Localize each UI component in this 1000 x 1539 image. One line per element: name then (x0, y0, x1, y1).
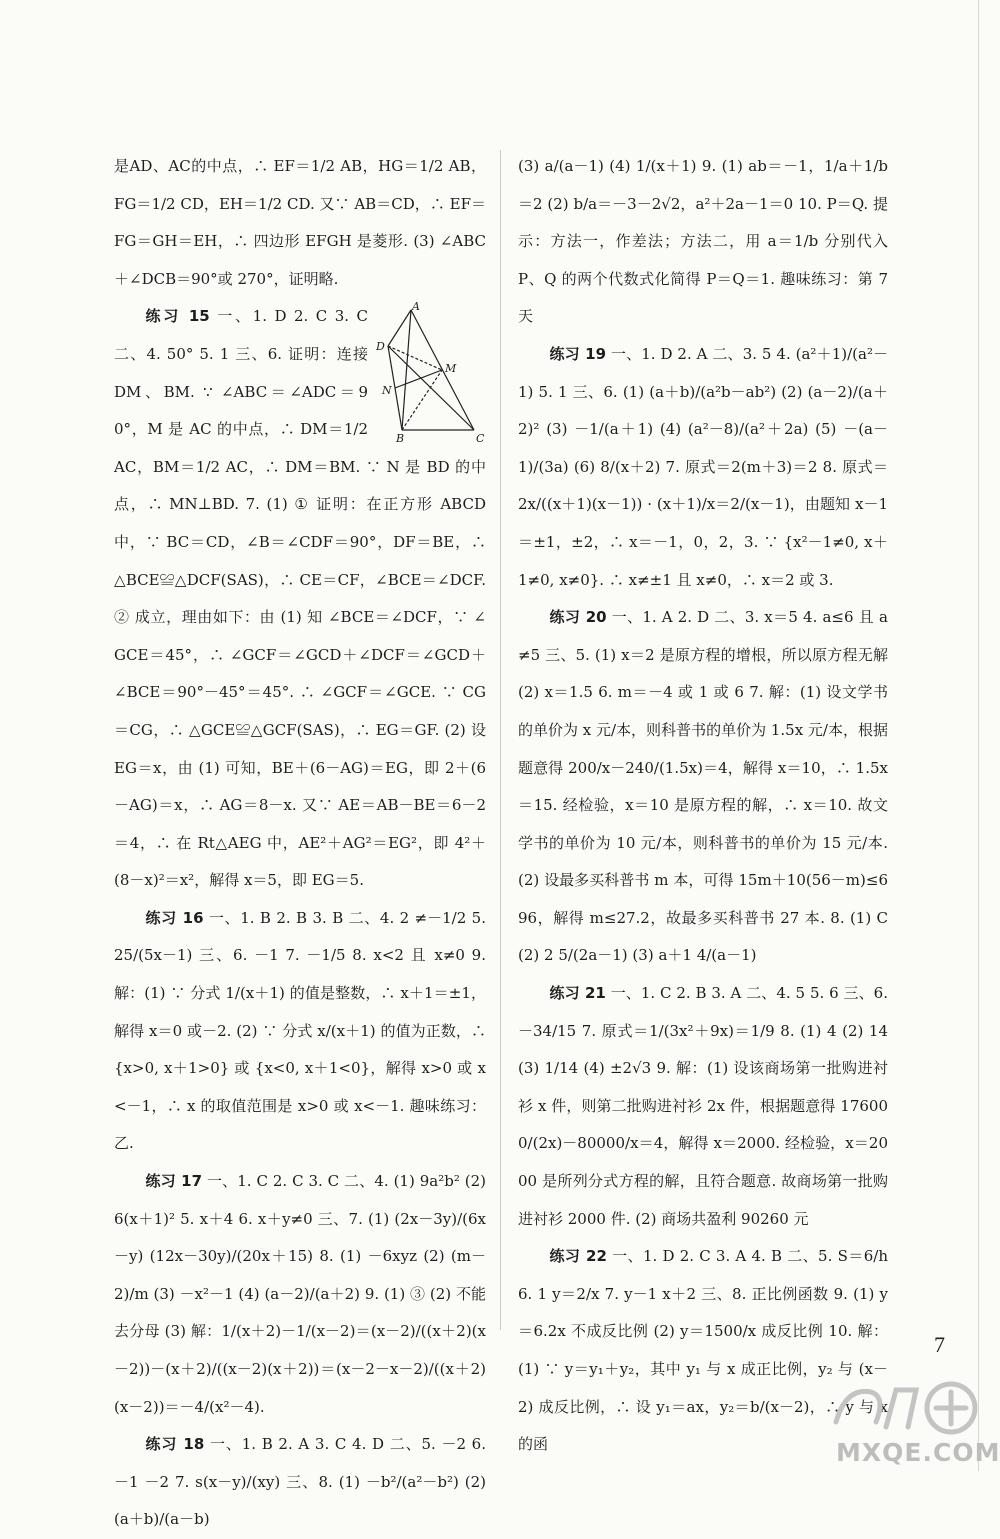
exercise-heading: 练习 22 (549, 1247, 607, 1266)
exercise-answers: 一、1. D 2. C 3. A 4. B 二、5. S＝6/h 6. 1 y＝2/x 7. y－1 x＋2 三、8. 正比例函数 9. (1) y＝6.2x 不成反比例 (2) y＝1500/x 成反比例 10. 解：(1) ∵ y＝y₁＋y₂，其中 y₁ 与 x 成正比例，y₂ 与 (x－2) 成反比例，∴ 设 y₁＝ax，y₂＝b/(x－2)，∴ y 与 x 的函 (518, 1247, 888, 1454)
figure-label: B (396, 432, 405, 443)
figure-line (388, 346, 474, 430)
watermark-text: MXQE.COM (836, 1438, 1000, 1467)
exercise-answers: 一、1. D 2. C 3. C 二、4. 50° 5. 1 三、6. 证明：连接 DM、BM. ∵ ∠ABC＝∠ADC＝90°，M 是 AC 的中点，∴ DM＝1/2 AC，BM＝1/2 AC，∴ DM＝BM. ∵ N 是 BD 的中点，∴ MN⊥BD. 7. (1) ① 证明：在正方形 ABCD 中，∵ BC＝CD，∠B＝∠CDF＝90°，DF＝BE，∴ △BCE≌△DCF(SAS)，∴ CE＝CF，∠BCE＝∠DCF. ② 成立，理由如下：由 (1) 知 ∠BCE＝∠DCF，∵ ∠GCE＝45°，∴ ∠GCF＝∠GCD＋∠DCF＝∠GCD＋∠BCE＝90°－45°＝45°. ∴ ∠GCF＝∠GCE. ∵ CG＝CG，∴ △GCE≌△GCF(SAS)，∴ EG＝GF. (2) 设 EG＝x，由 (1) 可知，BE＋(6－AG)＝EG，即 2＋(6－AG)＝x，∴ AG＝8－x. 又∵ AE＝AB－BE＝6－2＝4，∴ 在 Rt△AEG 中，AE²＋AG²＝EG²，即 4²＋(8－x)²＝x²，解得 x＝5，即 EG＝5. (114, 307, 486, 890)
exercise-17 (114, 1163, 486, 1426)
figure-line (402, 310, 411, 430)
exercise-answers: 一、1. B 2. A 3. C 4. D 二、5. －2 6. －1 －2 7. s(x－y)/(xy) 三、8. (1) －b²/(a²－b²) (2) (a＋b)/(a－b) (114, 1435, 486, 1529)
exercise-20 (518, 599, 888, 975)
quadrilateral-figure (376, 302, 486, 442)
figure-label: A (412, 302, 420, 314)
exercise-heading: 练习 19 (549, 344, 607, 363)
figure-label: N (382, 384, 392, 398)
exercise-answers: 一、1. A 2. D 二、3. x＝5 4. a≤6 且 a≠5 三、5. (1) x＝2 是原方程的增根，所以原方程无解 (2) x＝1.5 6. m＝－4 或 1 或 6 7. 解：(1) 设文学书的单价为 x 元/本，则科普书的单价为 1.5x 元/本，根据题意得 200/x－240/(1.5x)＝4，解得 x＝10，∴ 1.5x＝15. 经检验，x＝10 是原方程的解，∴ x＝10. 故文学书的单价为 10 元/本，则科普书的单价为 15 元/本. (2) 设最多买科普书 m 本，可得 15m＋10(56－m)≤696，解得 m≤27.2，故最多买科普书 27 本. 8. (1) C (2) 2 5/(2a－1) (3) a＋1 4/(a－1) (518, 608, 888, 965)
exercise-heading: 练习 17 (145, 1172, 203, 1191)
figure-line (411, 310, 474, 430)
exercise-heading: 练习 21 (549, 984, 606, 1003)
page-number: 7 (934, 1332, 945, 1357)
exercise-heading: 练习 16 (145, 908, 204, 927)
exercise-15 (114, 298, 486, 900)
column-divider (500, 150, 501, 1330)
exercise-answers: 一、1. C 2. C 3. C 二、4. (1) 9a²b² (2) 6(x＋1)² 5. x＋4 6. x＋y≠0 三、7. (1) (2x－3y)/(6x－y) (12x－30y)/(20x＋15) 8. (1) －6xyz (2) (m－2)/m (3) －x²－1 (4) (a－2)/(a＋2) 9. (1) ③ (2) 不能去分母 (3) 解：1/(x＋2)－1/(x－2)＝(x－2)/((x＋2)(x－2))－(x＋2)/((x－2)(x＋2))＝(x－2－x－2)/((x＋2)(x－2))＝－4/(x²－4). (114, 1172, 486, 1416)
exercise-heading: 练习 18 (145, 1435, 205, 1454)
exercise-heading: 练习 20 (549, 608, 607, 627)
exercise-19 (518, 336, 888, 599)
figure-label: C (476, 432, 485, 443)
exercise-answers: 一、1. D 2. A 二、3. 5 4. (a²＋1)/(a²－1) 5. 1 三、6. (1) (a＋b)/(a²b－ab²) (2) (a－2)/(a＋2)² (3) －1/(a＋1) (4) (a²－8)/(a²＋2a) (5) －(a－1)/(3a) (6) 8/(x＋2) 7. 原式＝2(m＋3)＝2 8. 原式＝2x/((x＋1)(x－1)) · (x＋1)/x＝2/(x－1)，由题知 x－1＝±1，±2，∴ x＝－1，0，2，3. ∵ {x²－1≠0, x＋1≠0, x≠0}. ∴ x≠±1 且 x≠0，∴ x＝2 或 3. (518, 344, 888, 589)
exercise-heading: 练习 15 (145, 307, 210, 326)
figure-dashed-line (388, 346, 442, 370)
exercise-answers: 一、1. B 2. B 3. B 二、4. 2 ≠－1/2 5. 25/(5x－1) 三、6. －1 7. －1/5 8. x<2 且 x≠0 9. 解：(1) ∵ 分式 1/(x＋1) 的值是整数，∴ x＋1＝±1，解得 x＝0 或－2. (2) ∵ 分式 x/(x＋1) 的值为正数，∴ {x>0, x＋1>0} 或 {x<0, x＋1<0}，解得 x>0 或 x<－1，∴ x 的取值范围是 x>0 或 x<－1. 趣味练习：乙. (114, 908, 486, 1153)
right-column (518, 148, 888, 1464)
answer-paragraph (114, 148, 486, 298)
figure-label: D (376, 340, 385, 354)
paragraph-text: 是AD、AC的中点，∴ EF＝1/2 AB，HG＝1/2 AB，FG＝1/2 CD，EH＝1/2 CD. 又∵ AB＝CD，∴ EF＝FG＝GH＝EH，∴ 四边形 EFGH 是菱形. (3) ∠ABC＋∠DCB＝90°或 270°，证明略. (114, 157, 486, 288)
exercise-18 (114, 1426, 486, 1539)
left-column (114, 148, 486, 1539)
page-edge-line (978, 0, 979, 1471)
exercise-21 (518, 975, 888, 1238)
paragraph-text: (3) a/(a－1) (4) 1/(x＋1) 9. (1) ab＝－1，1/a＋1/b＝2 (2) b/a＝－3－2√2，a²＋2a－1＝0 10. P＝Q. 提示：方法一，作差法；方法二，用 a＝1/b 分别代入 P、Q 的两个代数式化简得 P＝Q＝1. 趣味练习：第 7 天 (518, 157, 888, 326)
answer-paragraph (518, 148, 888, 336)
figure-line (395, 370, 442, 388)
figure-label: M (445, 362, 457, 376)
watermark-graphic (826, 1372, 986, 1442)
exercise-answers: 一、1. C 2. B 3. A 二、4. 5 5. 6 三、6. －34/15 7. 原式＝1/(3x²＋9x)＝1/9 8. (1) 4 (2) 14 (3) 1/14 (4) ±2√3 9. 解：(1) 设该商场第一批购进衬衫 x 件，则第二批购进衬衫 2x 件，根据题意得 176000/(2x)－80000/x＝4，解得 x＝2000. 经检验，x＝2000 是所列分式方程的解，且符合题意. 故商场第一批购进衬衫 2000 件. (2) 商场共盈利 90260 元 (518, 984, 888, 1228)
exercise-16 (114, 900, 486, 1163)
figure-line (388, 310, 411, 346)
